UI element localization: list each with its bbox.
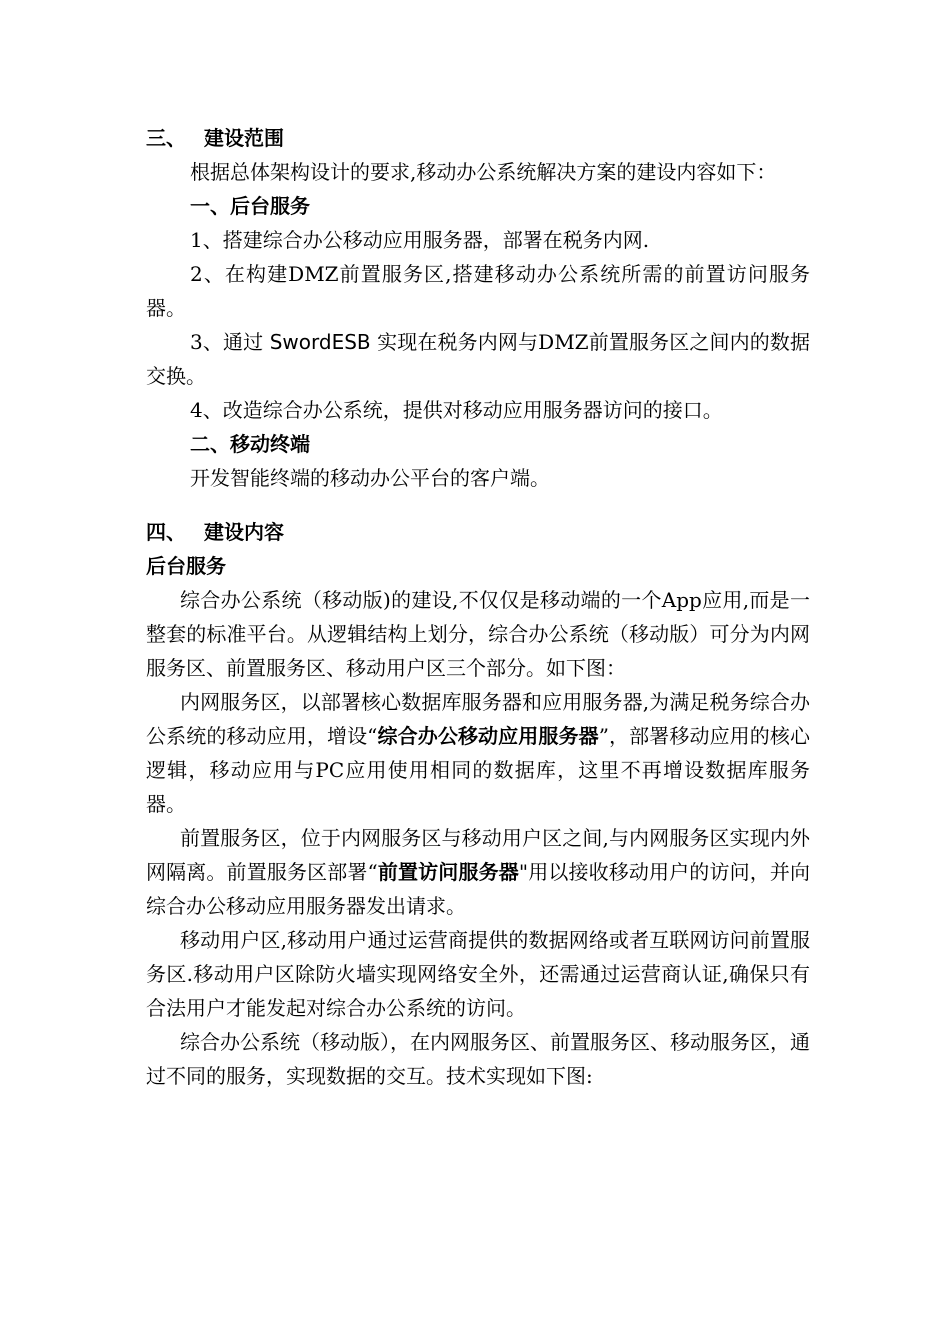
backend-item-3-rest: 实现在税务内网与DMZ前置服务区之间内的数据交换。 (146, 330, 810, 388)
section-3-number: 三、 (146, 126, 186, 150)
backend-item-1: 1、搭建综合办公移动应用服务器，部署在税务内网. (190, 228, 650, 252)
section-4-number: 四、 (146, 520, 186, 544)
section-4-para-3 (146, 821, 810, 923)
section-4-para-5: 综合办公系统（移动版），在内网服务区、前置服务区、移动服务区，通过不同的服务，实现数据的交互。技术实现如下图: (146, 1030, 810, 1088)
para-2-lead: 内网服务区，以部署核心数据库服务器和应用服务器,为满足税务综合办公系统的移动应用，增设“ (146, 690, 810, 748)
para-3-lead: 前置服务区，位于内网服务区与移动用户区之间,与内网服务区实现内外网隔离。前置服务区部署“ (146, 826, 810, 884)
backend-item-3 (146, 325, 810, 393)
para-2-bold-term: 综合办公移动应用服务器 (377, 724, 599, 748)
swordesb-term: SwordESB (263, 330, 378, 354)
para-2-rest: ”，部署移动应用的核心逻辑，移动应用与PC应用使用相同的数据库，这里不再增设数据库服务器。 (146, 724, 810, 816)
backend-item-2: 2、在构建DMZ前置服务区,搭建移动办公系统所需的前置访问服务器。 (146, 262, 810, 320)
section-4-heading (146, 515, 810, 549)
para-3-bold-term: 前置访问服务器 (377, 860, 519, 884)
backend-item-3-lead: 3、通过 (190, 330, 264, 354)
section-4-title: 建设内容 (204, 520, 284, 544)
section-3-heading (146, 121, 810, 155)
text-column (146, 121, 810, 1093)
mobile-terminal-text: 开发智能终端的移动办公平台的客户端。 (190, 466, 550, 490)
subsection-mobile-terminal-heading: 二、移动终端 (190, 432, 310, 456)
para-3-rest: "用以接收移动用户的访问，并向综合办公移动应用服务器发出请求。 (146, 860, 810, 918)
section-3-title: 建设范围 (204, 126, 284, 150)
backend-item-4: 4、改造综合办公系统，提供对移动应用服务器访问的接口。 (190, 398, 723, 422)
section-4-para-2 (146, 685, 810, 821)
section-4-para-4: 移动用户区,移动用户通过运营商提供的数据网络或者互联网访问前置服务区.移动用户区除防火墙实现网络安全外，还需通过运营商认证,确保只有合法用户才能发起对综合办公系统的访问。 (146, 928, 810, 1020)
section-4-para-1: 综合办公系统（移动版)的建设,不仅仅是移动端的一个App应用,而是一整套的标准平台。从逻辑结构上划分，综合办公系统（移动版）可分为内网服务区、前置服务区、移动用户区三个部分。如下图： (146, 588, 810, 680)
section-4-subtitle: 后台服务 (146, 554, 226, 578)
section-gap (146, 495, 810, 515)
subsection-backend-heading: 一、后台服务 (190, 194, 310, 218)
section-3-intro: 根据总体架构设计的要求,移动办公系统解决方案的建设内容如下： (190, 160, 777, 184)
